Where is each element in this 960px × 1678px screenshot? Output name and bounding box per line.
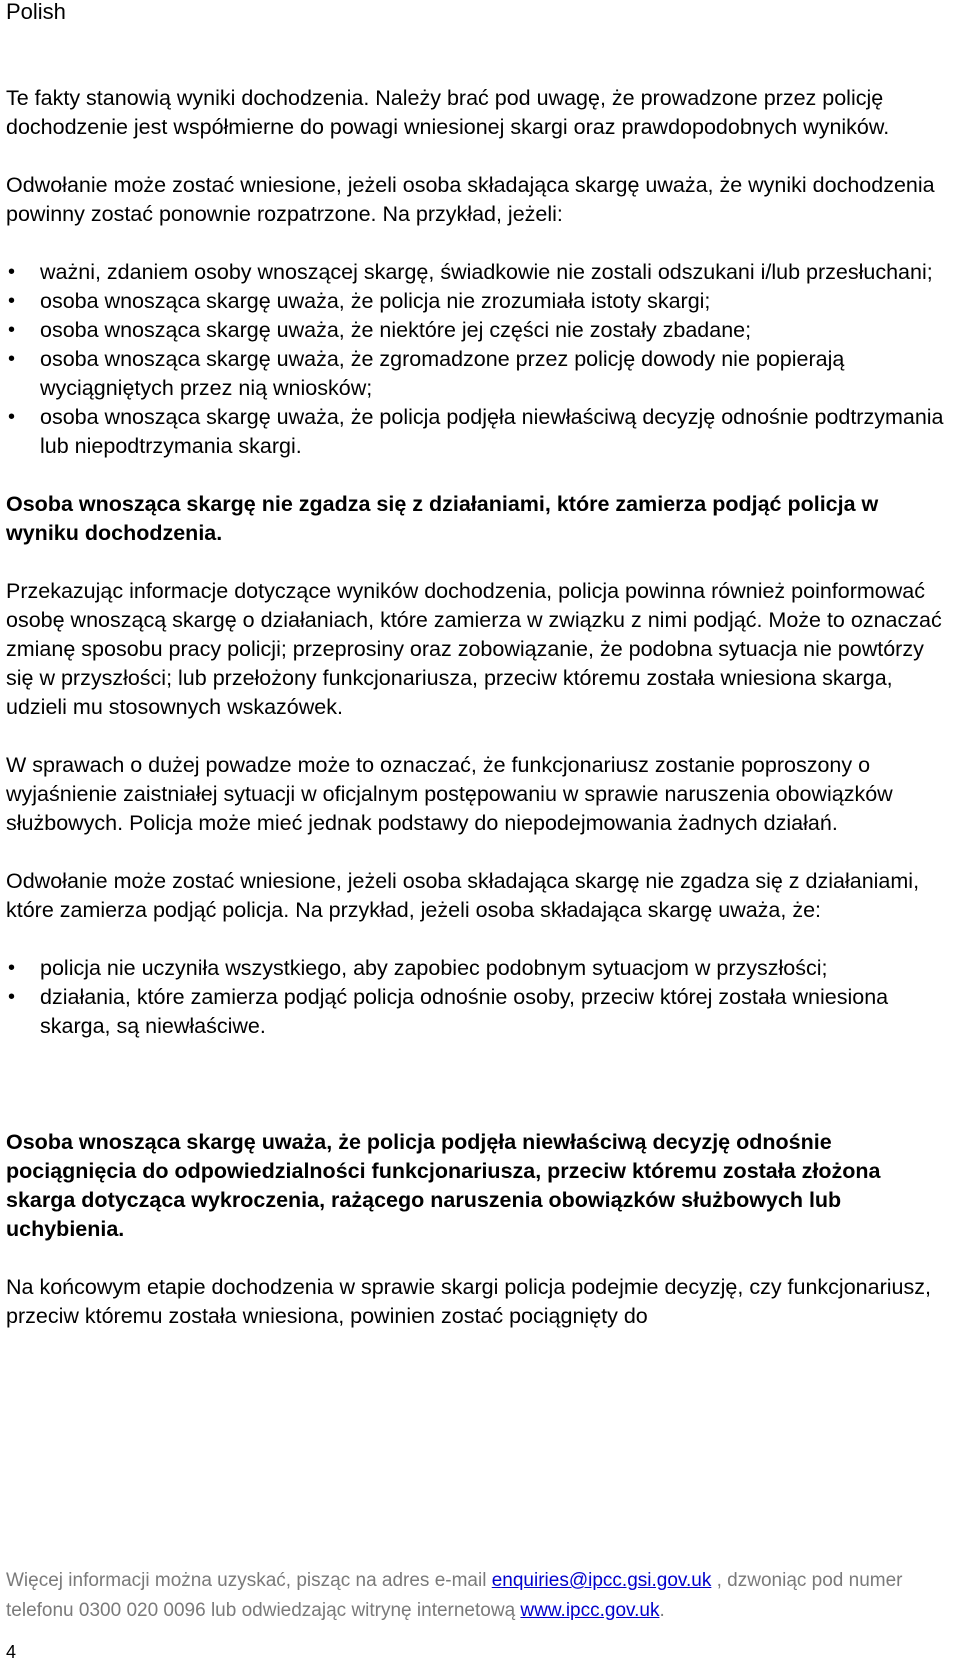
page-number: 4	[6, 1642, 17, 1662]
list-item: • osoba wnosząca skargę uważa, że policja podjęła niewłaściwą decyzję odnośnie podtrzymania lub niepodtrzymania skargi.	[6, 403, 944, 461]
paragraph: W sprawach o dużej powadze może to oznaczać, że funkcjonariusz zostanie poproszony o wyjaśnienie zaistniałej sytuacji w oficjalnym postępowaniu w sprawie naruszenia obowiązków służbowych. Policja może mieć jednak podstawy do niepodejmowania żadnych działań.	[6, 753, 893, 835]
section-heading: Osoba wnosząca skargę uważa, że policja podjęła niewłaściwą decyzję odnośnie pociągnięcia do odpowiedzialności funkcjonariusza, przeciw któremu została złożona skarga dotycząca wykroczenia, rażącego naruszenia obowiązków służbowych lub uchybienia.	[6, 1130, 881, 1241]
paragraph: Te fakty stanowią wyniki dochodzenia. Należy brać pod uwagę, że prowadzone przez policję dochodzenie jest współmierne do powagi wniesionej skargi oraz prawdopodobnych wyników.	[6, 86, 890, 139]
list-item: • ważni, zdaniem osoby wnoszącej skargę, świadkowie nie zostali odszukani i/lub przesłuchani;	[6, 258, 944, 287]
paragraph: Odwołanie może zostać wniesione, jeżeli osoba składająca skargę nie zgadza się z działaniami, które zamierza podjąć policja. Na przykład, jeżeli osoba składająca skargę uważa, że:	[6, 869, 920, 922]
list-item: • działania, które zamierza podjąć policja odnośnie osoby, przeciw której została wniesiona skarga, są niewłaściwe.	[6, 983, 944, 1041]
section-heading: Osoba wnosząca skargę nie zgadza się z działaniami, które zamierza podjąć policja w wyniku dochodzenia.	[6, 492, 879, 545]
list-item: • osoba wnosząca skargę uważa, że niektóre jej części nie zostały zbadane;	[6, 316, 944, 345]
bullet-list	[6, 954, 944, 1041]
website-link[interactable]: www.ipcc.gov.uk	[520, 1600, 660, 1621]
list-item: • policja nie uczyniła wszystkiego, aby zapobiec podobnym sytuacjom w przyszłości;	[6, 954, 944, 983]
list-item: • osoba wnosząca skargę uważa, że zgromadzone przez policję dowody nie popierają wyciągniętych przez nią wniosków;	[6, 345, 944, 403]
language-label: Polish	[6, 0, 66, 24]
footer-contact	[6, 1566, 956, 1626]
footer-text: , dzwoniąc pod numer telefonu 0300 020 0096 lub odwiedzając witrynę internetową	[6, 1570, 903, 1621]
paragraph: Na końcowym etapie dochodzenia w sprawie skargi policja podejmie decyzję, czy funkcjonariusz, przeciw któremu została wniesiona, powinien zostać pociągnięty do	[6, 1275, 931, 1328]
document-body	[6, 84, 944, 1360]
footer-text: Więcej informacji można uzyskać, pisząc na adres e-mail	[6, 1570, 492, 1591]
paragraph: Odwołanie może zostać wniesione, jeżeli osoba składająca skargę uważa, że wyniki dochodzenia powinny zostać ponownie rozpatrzone. Na przykład, jeżeli:	[6, 173, 935, 226]
email-link[interactable]: enquiries@ipcc.gsi.gov.uk	[491, 1570, 712, 1591]
list-item: • osoba wnosząca skargę uważa, że policja nie zrozumiała istoty skargi;	[6, 287, 944, 316]
bullet-list	[6, 258, 944, 461]
spacer	[6, 1070, 944, 1128]
paragraph: Przekazując informacje dotyczące wyników dochodzenia, policja powinna również poinformować osobę wnoszącą skargę o działaniach, które zamierza w związku z nimi podjąć. Może to oznaczać zmianę sposobu pracy policji; przeprosiny oraz zobowiązanie, że podobna sytuacja nie powtórzy się w przyszłości; lub przełożony funkcjonariusza, przeciw któremu została wniesiona skarga, udzieli mu stosownych wskazówek.	[6, 579, 942, 719]
footer-text: .	[659, 1600, 665, 1621]
